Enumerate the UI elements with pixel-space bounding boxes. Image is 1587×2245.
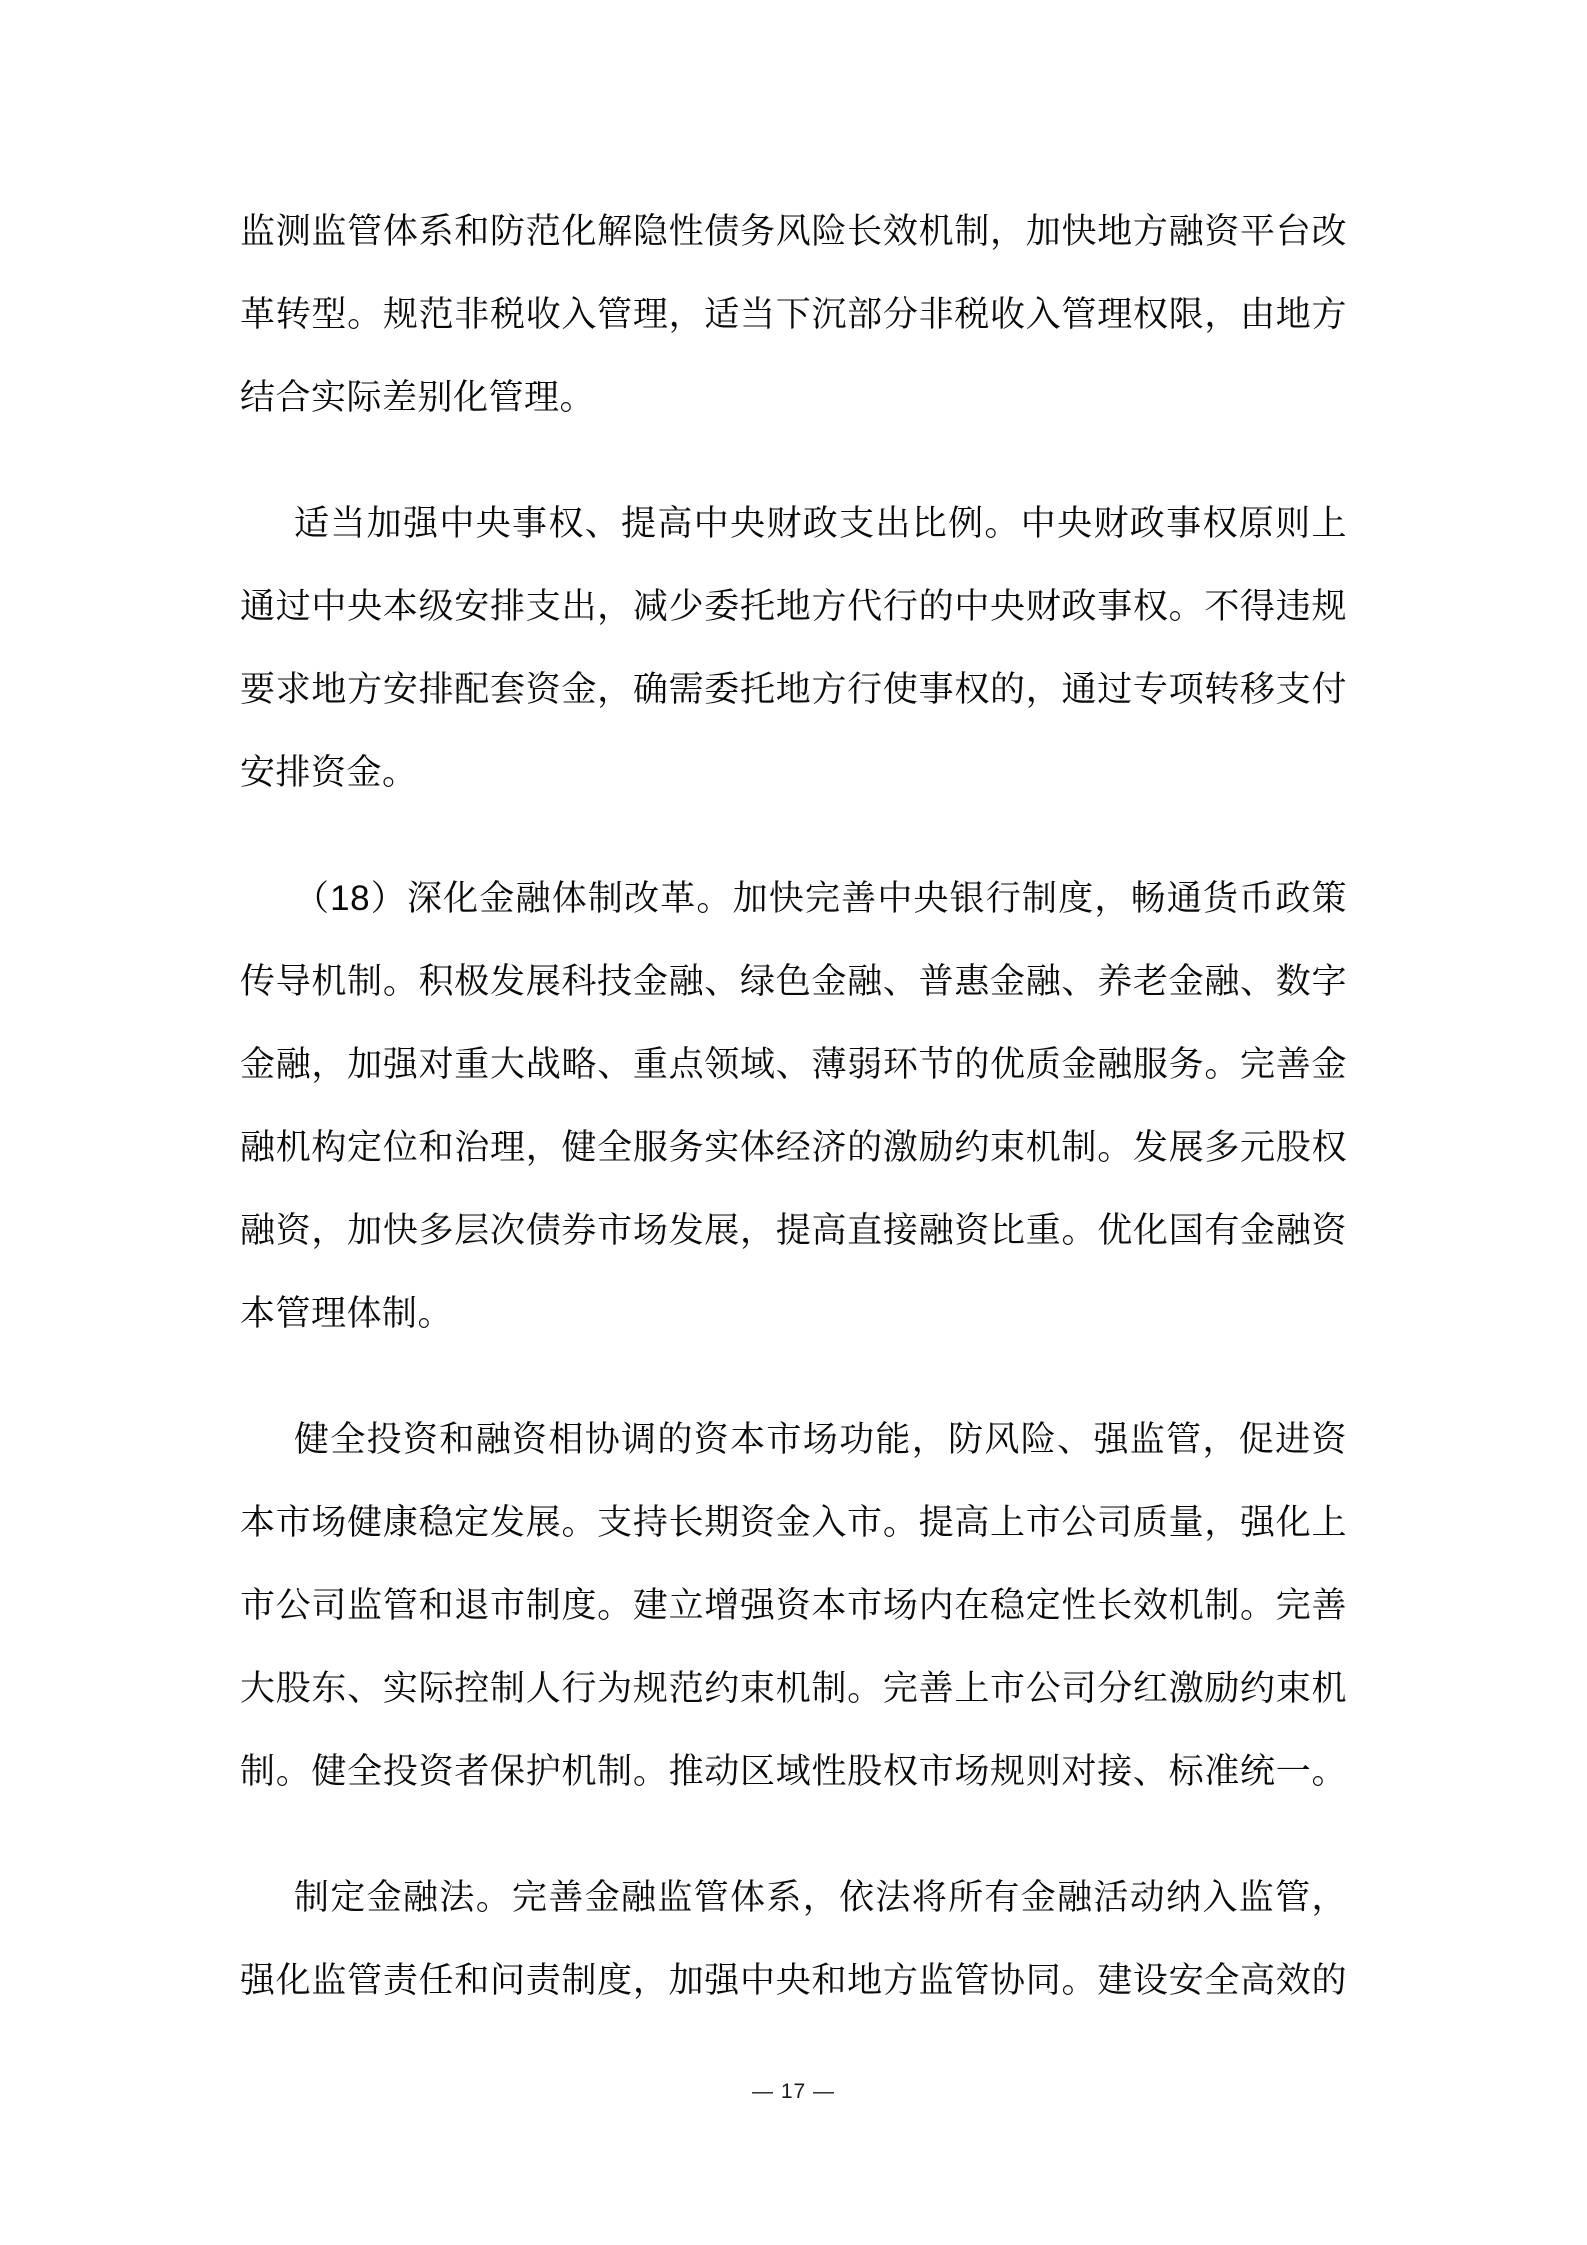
text-line: 传导机制。积极发展科技金融、绿色金融、普惠金融、养老金融、数字 bbox=[240, 962, 1347, 1001]
text-line: 融机构定位和治理，健全服务实体经济的激励约束机制。发展多元股权 bbox=[240, 1128, 1347, 1167]
text-line: 制定金融法。完善金融监管体系，依法将所有金融活动纳入监管， bbox=[294, 1878, 1347, 1917]
text-line: （18）深化金融体制改革。加快完善中央银行制度，畅通货币政策 bbox=[294, 879, 1347, 918]
text-line: 本管理体制。 bbox=[240, 1294, 454, 1333]
text-line: 强化监管责任和问责制度，加强中央和地方监管协同。建设安全高效的 bbox=[240, 1961, 1347, 2000]
page-content bbox=[240, 190, 1347, 2022]
text-line: 通过中央本级安排支出，减少委托地方代行的中央财政事权。不得违规 bbox=[240, 587, 1347, 626]
text-line: 结合实际差别化管理。 bbox=[240, 378, 596, 417]
text-line: 健全投资和融资相协调的资本市场功能，防风险、强监管，促进资 bbox=[294, 1420, 1347, 1459]
text-line: 要求地方安排配套资金，确需委托地方行使事权的，通过专项转移支付 bbox=[240, 670, 1347, 709]
text-line: 安排资金。 bbox=[240, 753, 418, 792]
text-line: 本市场健康稳定发展。支持长期资金入市。提高上市公司质量，强化上 bbox=[240, 1503, 1347, 1542]
paragraph-2 bbox=[240, 482, 1347, 814]
text-line: 金融，加强对重大战略、重点领域、薄弱环节的优质金融服务。完善金 bbox=[240, 1045, 1347, 1084]
paragraph-4 bbox=[240, 1398, 1347, 1813]
page-footer bbox=[0, 2072, 1587, 2112]
text-line: 市公司监管和退市制度。建立增强资本市场内在稳定性长效机制。完善 bbox=[240, 1586, 1347, 1625]
paragraph-3 bbox=[240, 857, 1347, 1355]
paragraph-5 bbox=[240, 1856, 1347, 2022]
text-line: 大股东、实际控制人行为规范约束机制。完善上市公司分红激励约束机 bbox=[240, 1669, 1347, 1708]
text-line: 适当加强中央事权、提高中央财政支出比例。中央财政事权原则上 bbox=[294, 504, 1347, 543]
text-line: 融资，加快多层次债券市场发展，提高直接融资比重。优化国有金融资 bbox=[240, 1211, 1347, 1250]
text-line: 革转型。规范非税收入管理，适当下沉部分非税收入管理权限，由地方 bbox=[240, 295, 1347, 334]
text-line: 制。健全投资者保护机制。推动区域性股权市场规则对接、标准统一。 bbox=[240, 1752, 1347, 1791]
text-line: 监测监管体系和防范化解隐性债务风险长效机制，加快地方融资平台改 bbox=[240, 212, 1347, 251]
page-number: — 17 — bbox=[751, 2080, 836, 2103]
paragraph-1 bbox=[240, 190, 1347, 439]
